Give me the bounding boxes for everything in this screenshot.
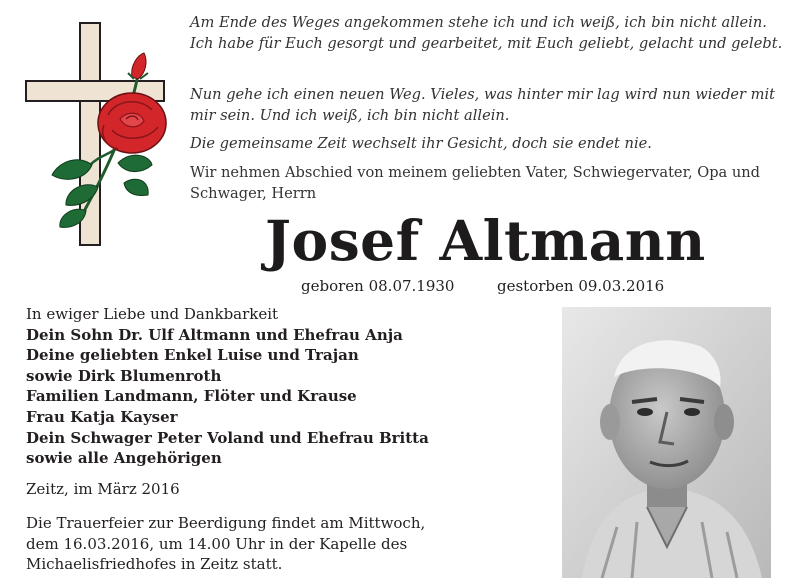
funeral-line: Die Trauerfeier zur Beerdigung findet am Mittwoch, (26, 514, 426, 532)
farewell-text: Wir nehmen Abschied von meinem geliebten Vater, Schwiegervater, Opa und Schwager, Herrn (190, 164, 761, 202)
mourner-line: sowie alle Angehörigen (26, 449, 222, 468)
funeral-line: Michaelisfriedhofes in Zeitz statt. (26, 555, 283, 574)
mourners-list (26, 304, 429, 469)
mourner-line: sowie Dirk Blumenroth (26, 366, 222, 385)
death-date: gestorben 09.03.2016 (497, 277, 665, 295)
mourner-line: Deine geliebten Enkel Luise und Trajan (26, 346, 359, 365)
poem-paragraph-3: Die gemeinsame Zeit wechselt ihr Gesicht, doch sie endet nie. (190, 135, 652, 152)
funeral-line: dem 16.03.2016, um 14.00 Uhr in der Kapelle des (26, 534, 408, 553)
funeral-notice (26, 513, 425, 575)
mourners-intro: In ewiger Liebe und Dankbarkeit (26, 305, 279, 323)
deceased-name: Josef Altmann (265, 208, 706, 273)
place-date: Zeitz, im März 2016 (26, 480, 180, 498)
mourner-line: Dein Sohn Dr. Ulf Altmann und Ehefrau Anja (26, 325, 403, 344)
mourner-line: Dein Schwager Peter Voland und Ehefrau Britta (26, 428, 429, 447)
poem-paragraph-2: Nun gehe ich einen neuen Weg. Vieles, was hinter mir lag wird nun wieder mit mir sein. Und ich weiß, ich bin nicht allein. (190, 86, 776, 124)
birth-date: geboren 08.07.1930 (301, 277, 455, 295)
mourner-line: Frau Katja Kayser (26, 407, 178, 426)
poem-paragraph-1: Am Ende des Weges angekommen stehe ich und ich weiß, ich bin nicht allein. Ich habe für Euch gesorgt und gearbeitet, mit Euch geliebt, gelacht und gelebt. (190, 14, 783, 52)
mourner-line: Familien Landmann, Flöter und Krause (26, 387, 357, 406)
cross-with-rose-icon (20, 15, 175, 250)
portrait-photo (562, 307, 771, 578)
